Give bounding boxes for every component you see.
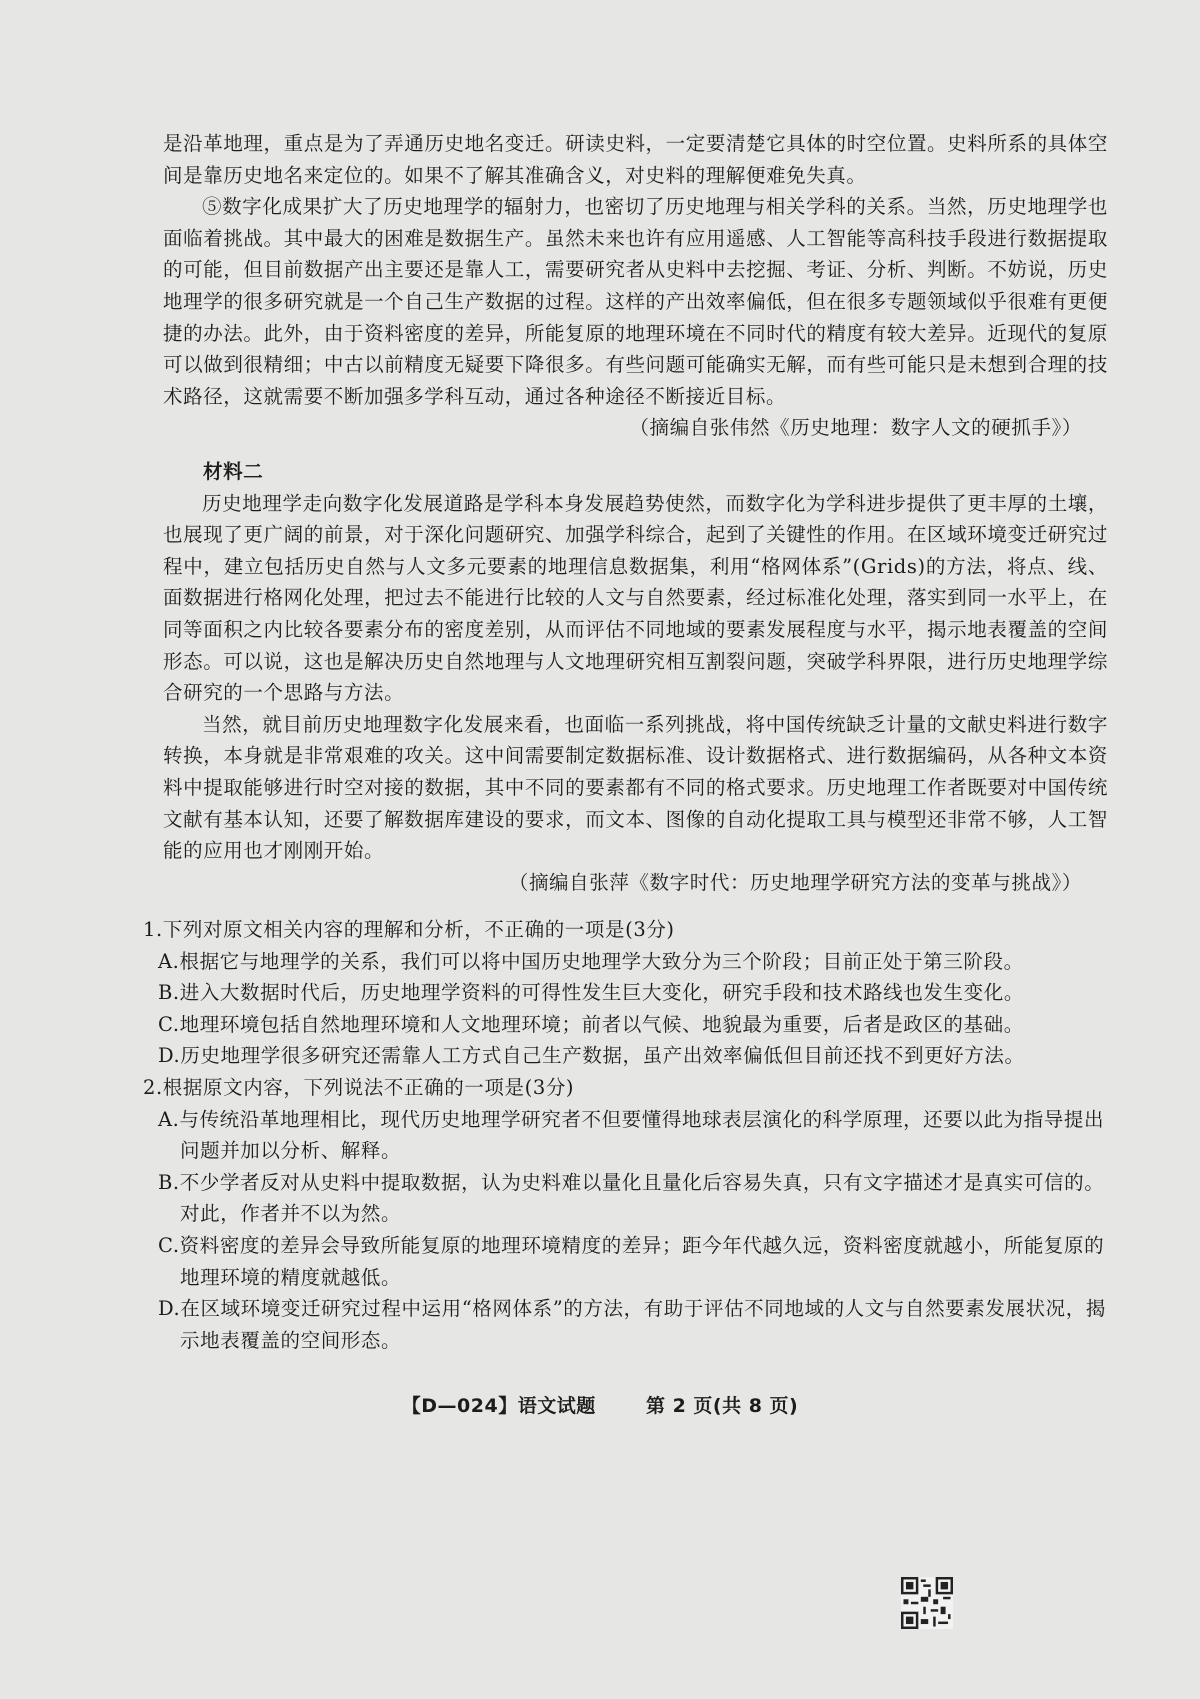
material-2 [163,456,1108,898]
question-option: D.历史地理学很多研究还需靠人工方式自己生产数据，虽产出效率偏低但目前还找不到更好方法。 [158,1044,1025,1068]
question-option: C.资料密度的差异会导致所能复原的地理环境精度的差异；距今年代越久远，资料密度就越小，所能复原的地理环境的精度就越低。 [158,1233,1105,1289]
paragraph: 是沿革地理，重点是为了弄通历史地名变迁。研读史料，一定要清楚它具体的时空位置。史料所系的具体空间是靠历史地名来定位的。如果不了解其准确含义，对史料的理解便难免失真。 [163,132,1108,187]
paragraph: 当然，就目前历史地理数字化发展来看，也面临一系列挑战，将中国传统缺乏计量的文献史料进行数字转换，本身就是非常艰难的攻关。这中间需要制定数据标准、设计数据格式、进行数据编码，从各种文本资料中提取能够进行时空对接的数据，其中不同的要素都有不同的格式要求。历史地理工作者既要对中国传统文献有基本认知，还要了解数据库建设的要求，而文本、图像的自动化提取工具与模型还非常不够，人工智能的应用也才刚刚开始。 [163,712,1108,863]
paragraph: ⑤数字化成果扩大了历史地理学的辐射力，也密切了历史地理与相关学科的关系。当然，历史地理学也面临着挑战。其中最大的困难是数据生产。虽然未来也许有应用遥感、人工智能等高科技手段进行数据提取的可能，但目前数据产出主要还是靠人工，需要研究者从史料中去挖掘、考证、分析、判断。不妨说，历史地理学的很多研究就是一个自己生产数据的过程。这样的产出效率偏低，但在很多专题领域似乎很难有更便捷的办法。此外，由于资料密度的差异，所能复原的地理环境在不同时代的精度有较大差异。近现代的复原可以做到很精细；中古以前精度无疑要下降很多。有些问题可能确实无解，而有些可能只是未想到合理的技术路径，这就需要不断加强多学科互动，通过各种途径不断接近目标。 [163,195,1108,408]
source-citation: （摘编自张萍《数字时代：历史地理学研究方法的变革与挑战》） [508,870,1082,894]
questions [143,914,1108,1356]
question-option: A.根据它与地理学的关系，我们可以将中国历史地理学大致分为三个阶段；目前正处于第三阶段。 [158,949,1024,973]
paragraph: 历史地理学走向数字化发展道路是学科本身发展趋势使然，而数字化为学科进步提供了更丰厚的土壤，也展现了更广阔的前景，对于深化问题研究、加强学科综合，起到了关键性的作用。在区域环境变迁研究过程中，建立包括历史自然与人文多元要素的地理信息数据集，利用“格网体系”(Grids)的方法，将点、线、面数据进行格网化处理，把过去不能进行比较的人文与自然要素，经过标准化处理，落实到同一水平上，在同等面积之内比较各要素分布的密度差别，从而评估不同地域的要素发展程度与水平，揭示地表覆盖的空间形态。可以说，这也是解决历史自然地理与人文地理研究相互割裂问题，突破学科界限，进行历史地理学综合研究的一个思路与方法。 [163,491,1108,705]
source-citation: （摘编自张伟然《历史地理：数字人文的硬抓手》） [629,416,1082,440]
section-heading: 材料二 [203,460,264,483]
qr-code-icon [901,1577,953,1629]
question-stem: 2.根据原文内容，下列说法不正确的一项是(3分) [143,1075,575,1099]
question-option: B.进入大数据时代后，历史地理学资料的可得性发生巨大变化，研究手段和技术路线也发生变化。 [158,981,1024,1005]
exam-code: 【D—024】语文试题 [401,1395,596,1417]
page-number: 第 2 页(共 8 页) [645,1395,799,1417]
question-option: C.地理环境包括自然地理环境和人文地理环境；前者以气候、地貌最为重要，后者是政区的基础。 [158,1012,1024,1036]
question-option: A.与传统沿革地理相比，现代历史地理学研究者不但要懂得地球表层演化的科学原理，还要以此为指导提出问题并加以分析、解释。 [158,1107,1105,1163]
question-stem: 1.下列对原文相关内容的理解和分析，不正确的一项是(3分) [143,918,675,941]
question-option: B.不少学者反对从史料中提取数据，认为史料难以量化且量化后容易失真，只有文字描述才是真实可信的。对此，作者并不以为然。 [158,1170,1105,1226]
material-1-tail [163,128,1108,444]
question-option: D.在区域环境变迁研究过程中运用“格网体系”的方法，有助于评估不同地域的人文与自然要素发展状况，揭示地表覆盖的空间形态。 [158,1297,1106,1352]
page-footer [0,1391,1200,1418]
